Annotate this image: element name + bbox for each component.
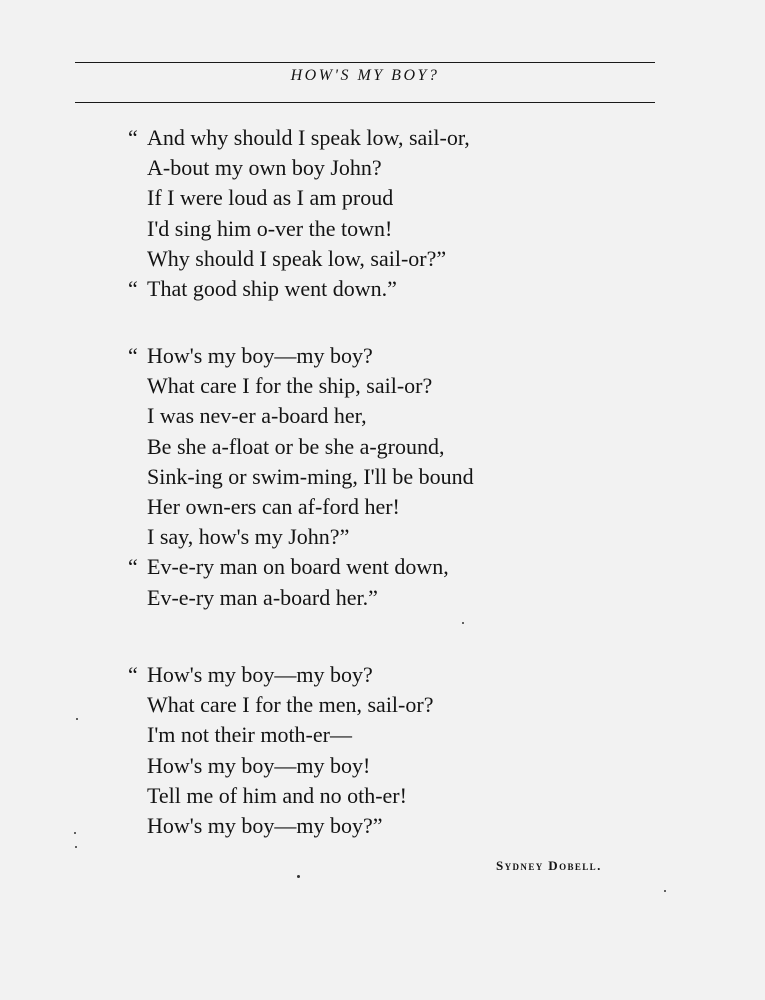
poem-line bbox=[128, 583, 648, 613]
print-speck bbox=[74, 832, 76, 834]
line-text: Her own-ers can af-ford her! bbox=[147, 493, 400, 519]
opening-quote: “ bbox=[128, 275, 138, 301]
opening-quote: “ bbox=[128, 343, 138, 368]
poem-line bbox=[128, 720, 648, 750]
line-text: How's my boy—my boy? bbox=[147, 662, 373, 687]
opening-quote: “ bbox=[128, 554, 138, 580]
line-text: If I were loud as I am proud bbox=[147, 185, 394, 211]
line-text: Be she a-float or be she a-ground, bbox=[147, 433, 445, 459]
line-text: What care I for the men, sail-or? bbox=[147, 692, 434, 718]
line-text: I'd sing him o-ver the town! bbox=[147, 215, 393, 241]
stanza-2 bbox=[128, 341, 648, 613]
print-speck bbox=[76, 718, 78, 720]
print-speck bbox=[462, 622, 464, 624]
poem-line bbox=[128, 781, 648, 811]
stanza-3 bbox=[128, 660, 648, 841]
line-text: I'm not their moth-er— bbox=[147, 722, 352, 748]
poem-line bbox=[128, 811, 648, 841]
poem-line bbox=[128, 660, 648, 690]
line-text: That good ship went down.” bbox=[147, 275, 397, 301]
header-bottom-rule bbox=[75, 102, 655, 103]
poem-line bbox=[128, 244, 648, 274]
poem-line bbox=[128, 214, 648, 244]
line-text: How's my boy—my boy! bbox=[147, 752, 371, 778]
poem-line bbox=[128, 153, 648, 183]
poem-line bbox=[128, 462, 648, 492]
line-text: What care I for the ship, sail-or? bbox=[147, 373, 433, 399]
header-top-rule bbox=[75, 62, 655, 63]
poem-line bbox=[128, 432, 648, 462]
poem-line bbox=[128, 274, 648, 304]
line-text: Why should I speak low, sail-or?” bbox=[147, 245, 447, 271]
line-text: A-bout my own boy John? bbox=[147, 155, 382, 181]
opening-quote: “ bbox=[128, 125, 138, 150]
poem-line bbox=[128, 371, 648, 401]
stanza-1 bbox=[128, 123, 648, 304]
author-signature: Sydney Dobell. bbox=[496, 858, 602, 873]
line-text: Tell me of him and no oth-er! bbox=[147, 782, 407, 808]
line-text: I say, how's my John?” bbox=[147, 524, 350, 550]
print-speck bbox=[75, 846, 77, 848]
line-text: Ev-e-ry man a-board her.” bbox=[147, 584, 378, 610]
poem-line bbox=[128, 522, 648, 552]
poem-line bbox=[128, 751, 648, 781]
poem-line bbox=[128, 341, 648, 371]
poem-line bbox=[128, 123, 648, 153]
print-speck bbox=[664, 890, 666, 892]
print-speck bbox=[297, 875, 300, 878]
line-text: How's my boy—my boy? bbox=[147, 343, 373, 368]
poem-line bbox=[128, 492, 648, 522]
line-text: And why should I speak low, sail-or, bbox=[147, 125, 470, 150]
line-text: How's my boy—my boy?” bbox=[147, 812, 383, 838]
line-text: Ev-e-ry man on board went down, bbox=[147, 554, 449, 580]
poem-line bbox=[128, 690, 648, 720]
line-text: Sink-ing or swim-ming, I'll be bound bbox=[147, 463, 474, 489]
line-text: I was nev-er a-board her, bbox=[147, 403, 367, 429]
poem-line bbox=[128, 183, 648, 213]
opening-quote: “ bbox=[128, 662, 138, 687]
poem-line bbox=[128, 552, 648, 582]
running-title: HOW'S MY BOY? bbox=[290, 67, 440, 84]
poem-line bbox=[128, 401, 648, 431]
